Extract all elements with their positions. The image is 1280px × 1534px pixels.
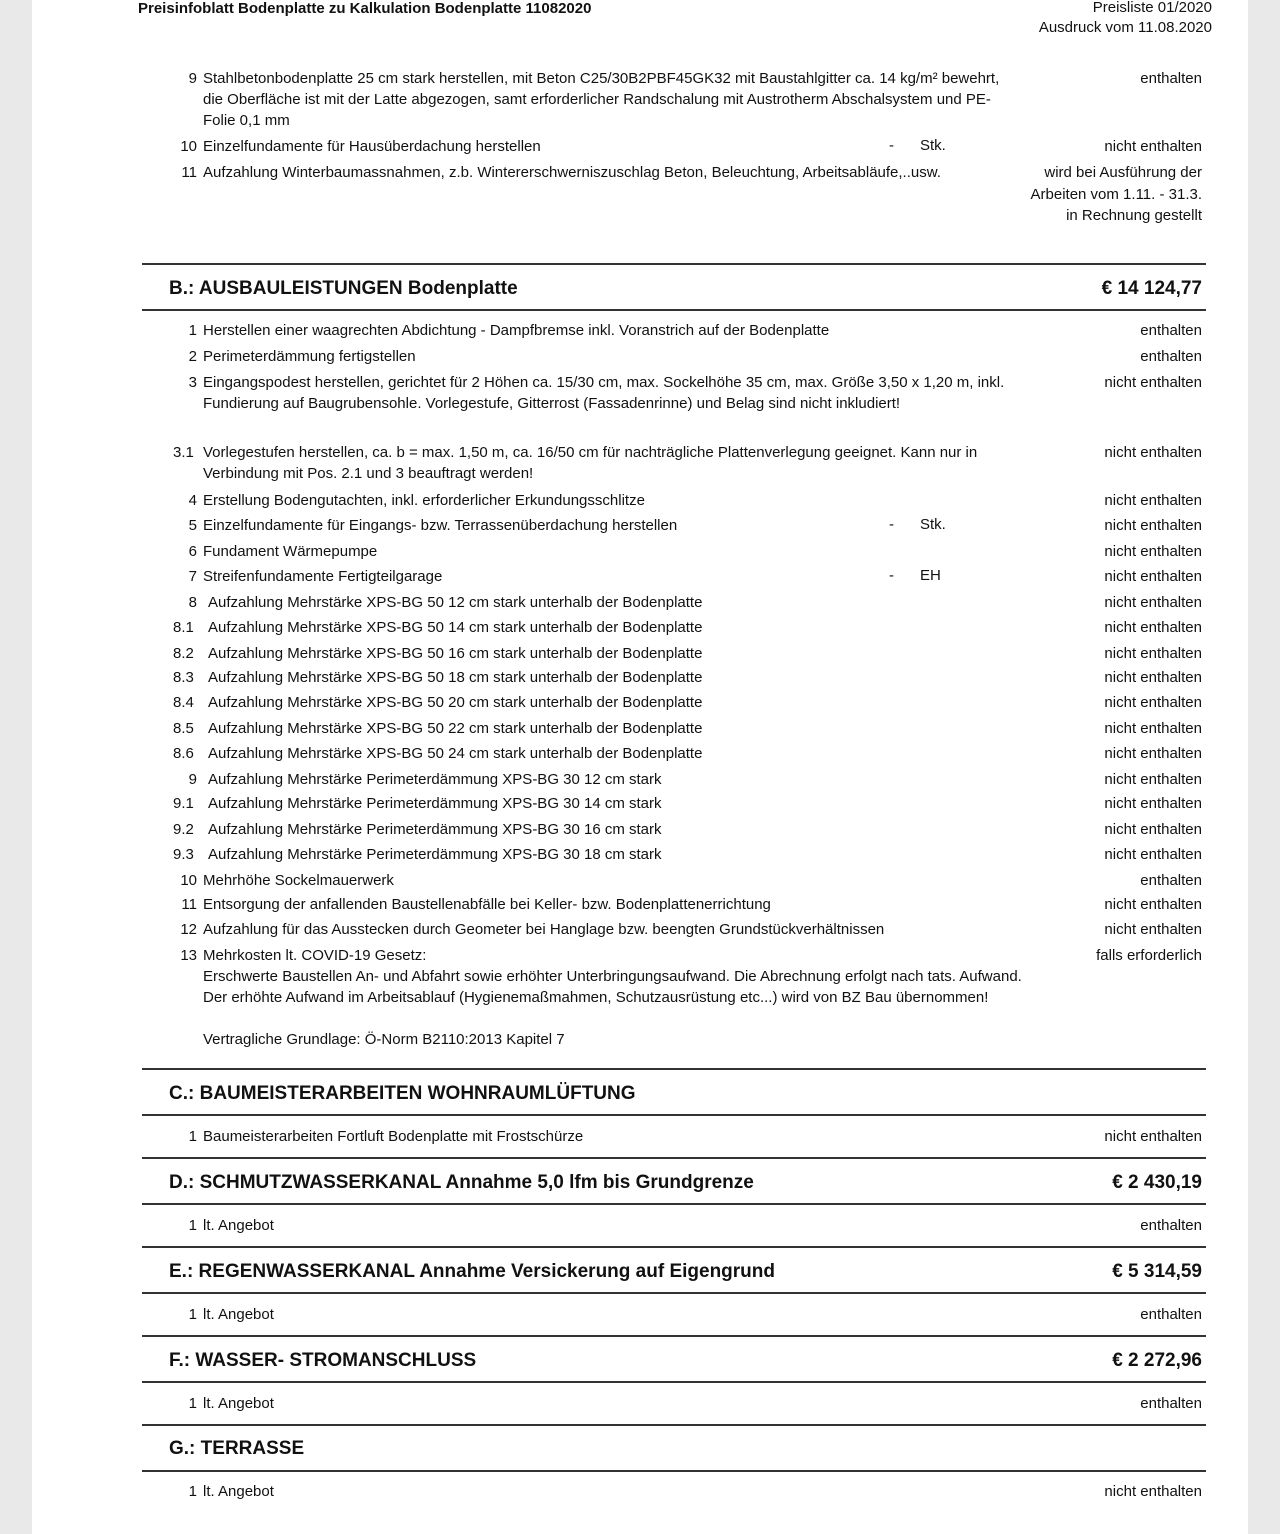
item-status: nicht enthalten: [1104, 492, 1202, 509]
item-number: 2: [188, 348, 197, 365]
item-status: nicht enthalten: [1104, 745, 1202, 762]
item-number: 3.1: [173, 444, 194, 461]
item-description: Stahlbetonbodenplatte 25 cm stark herstellen, mit Beton C25/30B2PBF45GK32 mit Baustahlgitter ca. 14 kg/m² bewehrt, die Oberfläche ist mit der Latte abgezogen, samt erforderlicher Randschalung mit Austrotherm Abschalsystem und PE-Folie 0,1 mm: [203, 70, 1000, 129]
item-status: wird bei Ausführung der Arbeiten vom 1.11. - 31.3. in Rechnung gestellt: [1030, 164, 1202, 224]
item-status: nicht enthalten: [1104, 645, 1202, 662]
item-status: nicht enthalten: [1104, 1483, 1202, 1500]
item-description: Aufzahlung Winterbaumassnahmen, z.b. Wintererschwerniszuschlag Beton, Beleuchtung, Arbeitsabläufe,..usw.: [203, 164, 941, 181]
item-number: 4: [188, 492, 197, 509]
document-meta: [1039, 0, 1212, 38]
section-divider: [142, 1292, 1206, 1294]
item-number: 9: [188, 70, 197, 87]
item-description: Baumeisterarbeiten Fortluft Bodenplatte mit Frostschürze: [203, 1128, 584, 1145]
item-description: Einzelfundamente für Hausüberdachung herstellen: [203, 138, 541, 155]
item-description: Eingangspodest herstellen, gerichtet für 2 Höhen ca. 15/30 cm, max. Sockelhöhe 35 cm, max. Größe 3,50 x 1,20 m, inkl. Fundierung auf Baugrubensohle. Vorlegestufe, Gitterrost (Fassadenrinne) und Belag sind nicht inkludiert!: [203, 374, 1005, 412]
item-status: nicht enthalten: [1104, 568, 1202, 585]
item-status: nicht enthalten: [1104, 795, 1202, 812]
item-number: 12: [180, 921, 197, 938]
unit-dash: -: [889, 516, 894, 533]
item-number: 9.1: [173, 795, 194, 812]
item-description: Aufzahlung Mehrstärke XPS-BG 50 22 cm stark unterhalb der Bodenplatte: [208, 720, 703, 737]
item-description: Aufzahlung Mehrstärke XPS-BG 50 24 cm stark unterhalb der Bodenplatte: [208, 745, 703, 762]
section-divider: [142, 309, 1206, 311]
item-description: Entsorgung der anfallenden Baustellenabfälle bei Keller- bzw. Bodenplattenerrichtung: [203, 896, 771, 913]
item-description: Herstellen einer waagrechten Abdichtung - Dampfbremse inkl. Voranstrich auf der Bodenplatte: [203, 322, 830, 339]
item-number: 8: [188, 594, 197, 611]
item-description: Aufzahlung Mehrstärke XPS-BG 50 12 cm stark unterhalb der Bodenplatte: [208, 594, 703, 611]
item-unit: Stk.: [920, 516, 946, 533]
item-status: nicht enthalten: [1104, 517, 1202, 534]
item-status: nicht enthalten: [1104, 543, 1202, 560]
item-number: 6: [188, 543, 197, 560]
item-description: Erstellung Bodengutachten, inkl. erforderlicher Erkundungsschlitze: [203, 492, 645, 509]
item-number: 8.4: [173, 694, 194, 711]
section-divider: [142, 1424, 1206, 1426]
item-description: Perimeterdämmung fertigstellen: [203, 348, 416, 365]
section-d-title: D.: SCHMUTZWASSERKANAL Annahme 5,0 lfm bis Grundgrenze: [169, 1172, 754, 1193]
item-description: Fundament Wärmepumpe: [203, 543, 378, 560]
item-status: nicht enthalten: [1104, 619, 1202, 636]
item-description: Vorlegestufen herstellen, ca. b = max. 1,50 m, ca. 16/50 cm für nachträgliche Plattenverlegung geeignet. Kann nur in Verbindung mit Pos. 2.1 und 3 beauftragt werden!: [203, 444, 978, 482]
item-status: nicht enthalten: [1104, 771, 1202, 788]
section-f-price: € 2 272,96: [1112, 1350, 1202, 1371]
section-e-price: € 5 314,59: [1112, 1261, 1202, 1282]
section-d-price: € 2 430,19: [1112, 1172, 1202, 1193]
item-number: 8.1: [173, 619, 194, 636]
item-number: 9: [188, 771, 197, 788]
item-status: nicht enthalten: [1104, 720, 1202, 737]
item-status: enthalten: [1140, 1217, 1202, 1234]
item-status: nicht enthalten: [1104, 1128, 1202, 1145]
section-divider: [142, 263, 1206, 265]
item-number: 1: [188, 1128, 197, 1145]
item-description: Aufzahlung für das Ausstecken durch Geometer bei Hanglage bzw. beengten Grundstückverhältnissen: [203, 921, 885, 938]
item-status: nicht enthalten: [1104, 896, 1202, 913]
section-f-title: F.: WASSER- STROMANSCHLUSS: [169, 1350, 477, 1371]
item-number: 8.2: [173, 645, 194, 662]
item-status: enthalten: [1140, 1395, 1202, 1412]
item-description: Aufzahlung Mehrstärke XPS-BG 50 14 cm stark unterhalb der Bodenplatte: [208, 619, 703, 636]
item-number: 11: [181, 164, 197, 181]
section-divider: [142, 1381, 1206, 1383]
item-number: 13: [180, 947, 197, 964]
item-number: 5: [188, 517, 197, 534]
printout-date: Ausdruck vom 11.08.2020: [1038, 19, 1212, 36]
unit-dash: -: [889, 137, 894, 154]
section-b-title: B.: AUSBAULEISTUNGEN Bodenplatte: [169, 278, 518, 299]
section-g-title: G.: TERRASSE: [169, 1438, 305, 1459]
item-number: 7: [188, 568, 197, 585]
item-status: nicht enthalten: [1104, 694, 1202, 711]
section-divider: [142, 1203, 1206, 1205]
item-status: nicht enthalten: [1104, 594, 1202, 611]
item-description: Aufzahlung Mehrstärke XPS-BG 50 16 cm stark unterhalb der Bodenplatte: [208, 645, 703, 662]
item-number: 8.6: [173, 745, 194, 762]
item-description: Mehrkosten lt. COVID-19 Gesetz:: [203, 947, 427, 964]
item-description-basis: Vertragliche Grundlage: Ö-Norm B2110:2013 Kapitel 7: [203, 1031, 565, 1048]
item-unit: Stk.: [920, 137, 946, 154]
item-unit: EH: [920, 567, 941, 584]
section-e-title: E.: REGENWASSERKANAL Annahme Versickerung auf Eigengrund: [169, 1261, 775, 1282]
item-status: nicht enthalten: [1104, 138, 1202, 155]
item-status: enthalten: [1140, 348, 1202, 365]
item-status: nicht enthalten: [1104, 846, 1202, 863]
item-number: 10: [180, 138, 197, 155]
document-title: Preisinfoblatt Bodenplatte zu Kalkulation Bodenplatte 11082020: [138, 0, 592, 17]
item-number: 9.3: [173, 846, 194, 863]
item-description: Streifenfundamente Fertigteilgarage: [203, 568, 443, 585]
item-status: enthalten: [1140, 872, 1202, 889]
item-description: Aufzahlung Mehrstärke XPS-BG 50 20 cm stark unterhalb der Bodenplatte: [208, 694, 703, 711]
document-page: [32, 0, 1248, 1534]
item-description: Aufzahlung Mehrstärke Perimeterdämmung XPS-BG 30 18 cm stark: [208, 846, 662, 863]
section-divider: [142, 1114, 1206, 1116]
item-description-detail: Erschwerte Baustellen An- und Abfahrt sowie erhöhter Unterbringungsaufwand. Die Abrechnung erfolgt nach tats. Aufwand. Der erhöhte Aufwand im Arbeitsablauf (Hygienemaßmahmen, Schutzausrüstung etc...) wird von BZ Bau übernommen!: [203, 968, 1022, 1006]
unit-dash: -: [889, 567, 894, 584]
item-number: 3: [188, 374, 197, 391]
item-description: lt. Angebot: [203, 1483, 274, 1500]
item-description: lt. Angebot: [203, 1395, 274, 1412]
item-description: Aufzahlung Mehrstärke XPS-BG 50 18 cm stark unterhalb der Bodenplatte: [208, 669, 703, 686]
item-number: 1: [188, 322, 197, 339]
item-status: nicht enthalten: [1104, 921, 1202, 938]
item-description: lt. Angebot: [203, 1217, 274, 1234]
item-status: nicht enthalten: [1104, 669, 1202, 686]
item-number: 1: [188, 1217, 197, 1234]
item-description: Aufzahlung Mehrstärke Perimeterdämmung XPS-BG 30 16 cm stark: [208, 821, 662, 838]
section-divider: [142, 1068, 1206, 1070]
item-status: enthalten: [1140, 70, 1202, 87]
item-status: nicht enthalten: [1104, 444, 1202, 461]
item-number: 1: [188, 1306, 197, 1323]
item-description: Aufzahlung Mehrstärke Perimeterdämmung XPS-BG 30 12 cm stark: [208, 771, 662, 788]
item-number: 9.2: [173, 821, 194, 838]
item-number: 11: [181, 896, 197, 913]
item-description: Mehrhöhe Sockelmauerwerk: [203, 872, 394, 889]
item-number: 1: [188, 1483, 197, 1500]
item-status: enthalten: [1140, 322, 1202, 339]
item-status: nicht enthalten: [1104, 821, 1202, 838]
item-number: 8.5: [173, 720, 194, 737]
item-number: 1: [188, 1395, 197, 1412]
section-divider: [142, 1335, 1206, 1337]
section-divider: [142, 1470, 1206, 1472]
section-b-price: € 14 124,77: [1101, 278, 1202, 299]
price-list-label: Preisliste 01/2020: [1092, 0, 1212, 16]
section-c-title: C.: BAUMEISTERARBEITEN WOHNRAUMLÜFTUNG: [169, 1083, 636, 1104]
item-description: Aufzahlung Mehrstärke Perimeterdämmung XPS-BG 30 14 cm stark: [208, 795, 662, 812]
item-description: Einzelfundamente für Eingangs- bzw. Terrassenüberdachung herstellen: [203, 517, 678, 534]
item-number: 10: [180, 872, 197, 889]
section-divider: [142, 1246, 1206, 1248]
item-description: lt. Angebot: [203, 1306, 274, 1323]
item-status: falls erforderlich: [1096, 947, 1202, 964]
item-status: enthalten: [1140, 1306, 1202, 1323]
item-status: nicht enthalten: [1104, 374, 1202, 391]
item-number: 8.3: [173, 669, 194, 686]
section-divider: [142, 1157, 1206, 1159]
